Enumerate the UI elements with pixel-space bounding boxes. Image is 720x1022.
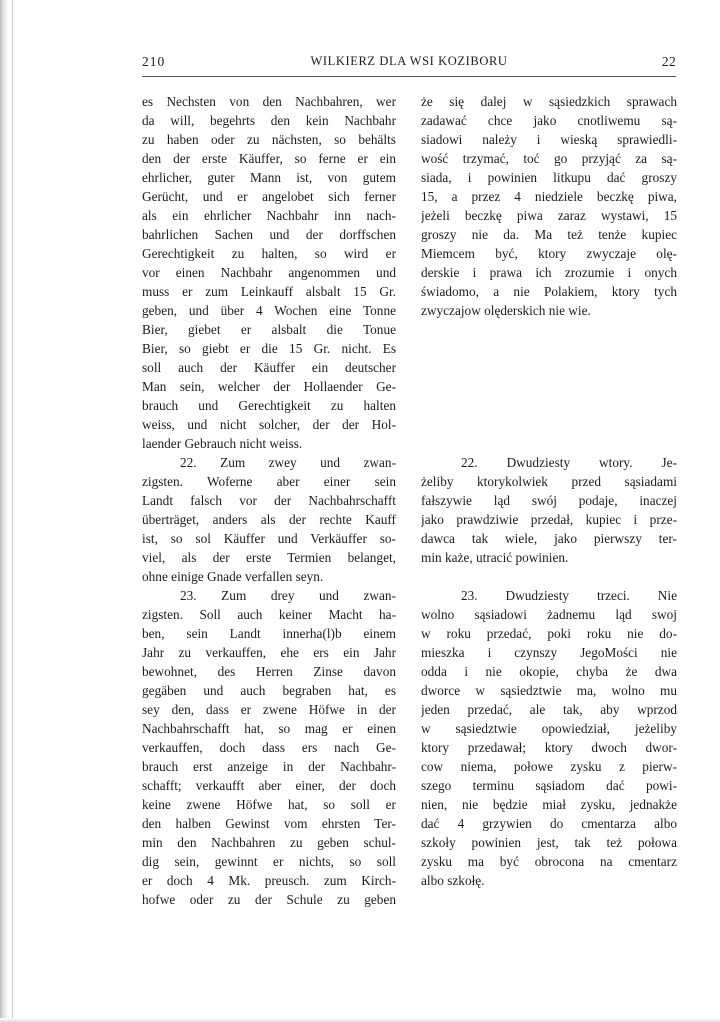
- german-line: bewohnet, des Herren Zinse davon: [142, 664, 396, 679]
- polish-line: ktory przedawał; ktory dwoch dwor-: [421, 740, 677, 755]
- polish-line: dworce w sąsiedztwie ma, wolno mu: [421, 683, 677, 698]
- german-line: ehrlicher, guter Mann ist, von gutem: [142, 170, 396, 185]
- german-line: ohne einige Gnade verfallen seyn.: [142, 569, 324, 584]
- polish-line: świadomo, a nie Polakiem, ktory tych: [421, 284, 677, 299]
- polish-line: Miemcem być, ktory zwyczaje olę-: [421, 246, 677, 261]
- polish-line: dawca tak wiele, jako pierwszy ter-: [421, 531, 677, 546]
- german-line: Bier, giebet er alsbalt die Tonue: [142, 322, 396, 337]
- german-line: hofwe oder zu der Schule zu geben: [142, 892, 396, 907]
- german-line: weiss, und nicht solcher, der der Hol-: [142, 417, 396, 432]
- german-line: Bier, so giebt er die 15 Gr. nicht. Es: [142, 341, 396, 356]
- german-line: zu haben oder zu nächsten, so behälts: [142, 132, 396, 147]
- german-line: zigsten. Woferne aber einer sein: [142, 474, 396, 489]
- german-line: Man sein, welcher der Hollaender Ge-: [142, 379, 396, 394]
- german-line: Gerücht, und er angelobet sich ferner: [142, 189, 396, 204]
- german-line: Gerechtigkeit zu halten, so wird er: [142, 246, 396, 261]
- german-line: er doch 4 Mk. preusch. zum Kirch-: [142, 873, 396, 888]
- polish-line: jeden przedać, ale tak, aby wprzod: [421, 702, 677, 717]
- german-line: keine zwene Höfwe hat, so soll er: [142, 797, 396, 812]
- polish-line: 15, a przez 4 niedziele beczkę piwa,: [421, 189, 677, 204]
- polish-line: groszy nie da. Ma też tenże kupiec: [421, 227, 677, 242]
- german-line: laender Gebrauch nicht weiss.: [142, 436, 303, 451]
- polish-line: cow niema, połowe zysku z pierw-: [421, 759, 677, 774]
- german-line: min den Nachbahren zu geben schul-: [142, 835, 396, 850]
- polish-line: albo szkołę.: [421, 873, 485, 888]
- german-line: bahrlichen Sachen und der dorffschen: [142, 227, 396, 242]
- polish-line: derskie i prawa ich zrozumie i onych: [421, 265, 677, 280]
- german-line: den halben Gewinst vom ehrsten Ter-: [142, 816, 396, 831]
- german-text-column: [142, 92, 396, 909]
- polish-line: jako prawdziwie przedał, kupiec i prze-: [421, 512, 677, 527]
- german-line: brauch und Gerechtigkeit zu halten: [142, 398, 396, 413]
- german-line: brauch erst anzeige in der Nachbahr-: [142, 759, 396, 774]
- column-spacer: [421, 567, 677, 586]
- polish-line: mieszka i czynszy JegoMości nie: [421, 645, 677, 660]
- german-line: den der erste Käuffer, so ferne er ein: [142, 151, 396, 166]
- section-22-heading-line: 22. Dwudziesty wtory. Je-: [461, 455, 677, 470]
- german-line: zigsten. Soll auch keiner Macht ha-: [142, 607, 396, 622]
- polish-line: zadawać chce jako cnotliwemu są-: [421, 113, 677, 128]
- polish-line: siadowi należy i wieską sprawiedli-: [421, 132, 677, 147]
- polish-line: odda i nie okopie, chyba że dwa: [421, 664, 677, 679]
- german-line: überträget, anders als der rechte Kauff: [142, 512, 396, 527]
- german-line: gegäben und auch begraben hat, es: [142, 683, 396, 698]
- polish-line: nien, nie będzie miał zysku, jednakże: [421, 797, 677, 812]
- polish-line: min każe, utracić powinien.: [421, 550, 569, 565]
- polish-line: siada, i powinien litkupu dać groszy: [421, 170, 677, 185]
- scan-margin-line: [12, 0, 13, 1022]
- german-line: sey den, dass er zwene Höfwe in der: [142, 702, 396, 717]
- polish-line: fałszywie ląd swój podaje, inaczej: [421, 493, 677, 508]
- polish-line: zysku ma być obrocona na cmentarz: [421, 854, 677, 869]
- column-spacer: [421, 320, 677, 453]
- page-binding-edge: [0, 0, 9, 1022]
- german-line: ben, sein Landt innerha(l)b einem: [142, 626, 396, 641]
- running-title: WILKIERZ DLA WSI KOZIBORU: [310, 54, 508, 68]
- german-line: vor einen Nachbahr angenommen und: [142, 265, 396, 280]
- german-line: da will, begehrts den kein Nachbahr: [142, 113, 396, 128]
- section-23-heading-line: 23. Dwudziesty trzeci. Nie: [461, 588, 677, 603]
- german-line: es Nechsten von den Nachbahren, wer: [142, 94, 396, 109]
- polish-line: w sąsiedztwie opowiedział, jeżeliby: [421, 721, 677, 736]
- polish-text-column: [421, 92, 677, 890]
- polish-line: zwyczajow olęderskich nie wie.: [421, 303, 591, 318]
- section-22-heading-line: 22. Zum zwey und zwan-: [180, 455, 396, 470]
- page-header: [142, 54, 676, 74]
- section-23-heading-line: 23. Zum drey und zwan-: [180, 588, 396, 603]
- page-bottom-edge: [0, 1018, 720, 1022]
- page-number: 22: [661, 54, 676, 69]
- german-line: soll auch der Käuffer ein deutscher: [142, 360, 396, 375]
- header-rule: [142, 76, 676, 77]
- polish-line: szego terminu sąsiadom dać powi-: [421, 778, 677, 793]
- polish-line: żeliby ktorykolwiek przed sąsiadami: [421, 474, 677, 489]
- german-line: ist, so sol Käuffer und Verkäuffer so-: [142, 531, 396, 546]
- german-line: Nachbahrschafft hat, so mag er einen: [142, 721, 396, 736]
- german-line: als ein ehrlicher Nachbahr inn nach-: [142, 208, 396, 223]
- german-line: verkauffen, doch dass ers nach Ge-: [142, 740, 396, 755]
- polish-line: w roku przedać, poki roku nie do-: [421, 626, 677, 641]
- german-line: dig sein, gewinnt er nichts, so soll: [142, 854, 396, 869]
- german-line: muss er zum Leinkauff alsbalt 15 Gr.: [142, 284, 396, 299]
- polish-line: szkoły powinien jest, tak też połowa: [421, 835, 677, 850]
- polish-line: wolno sąsiadowi żadnemu ląd swoj: [421, 607, 677, 622]
- german-line: viel, als der erste Termien belanget,: [142, 550, 396, 565]
- polish-line: jeżeli beczkę piwa zaraz wystawi, 15: [421, 208, 677, 223]
- german-line: Landt falsch vor der Nachbahrschafft: [142, 493, 396, 508]
- german-line: schafft; verkaufft aber einer, der doch: [142, 778, 396, 793]
- german-line: geben, und über 4 Wochen eine Tonne: [142, 303, 396, 318]
- polish-line: wość trzymać, toć go przyjąć za są-: [421, 151, 677, 166]
- german-line: Jahr zu verkauffen, ehe ers ein Jahr: [142, 645, 396, 660]
- polish-line: że się dalej w sąsiedzkich sprawach: [421, 94, 677, 109]
- folio-number: 210: [142, 54, 166, 69]
- polish-line: dać 4 grzywien do cmentarza albo: [421, 816, 677, 831]
